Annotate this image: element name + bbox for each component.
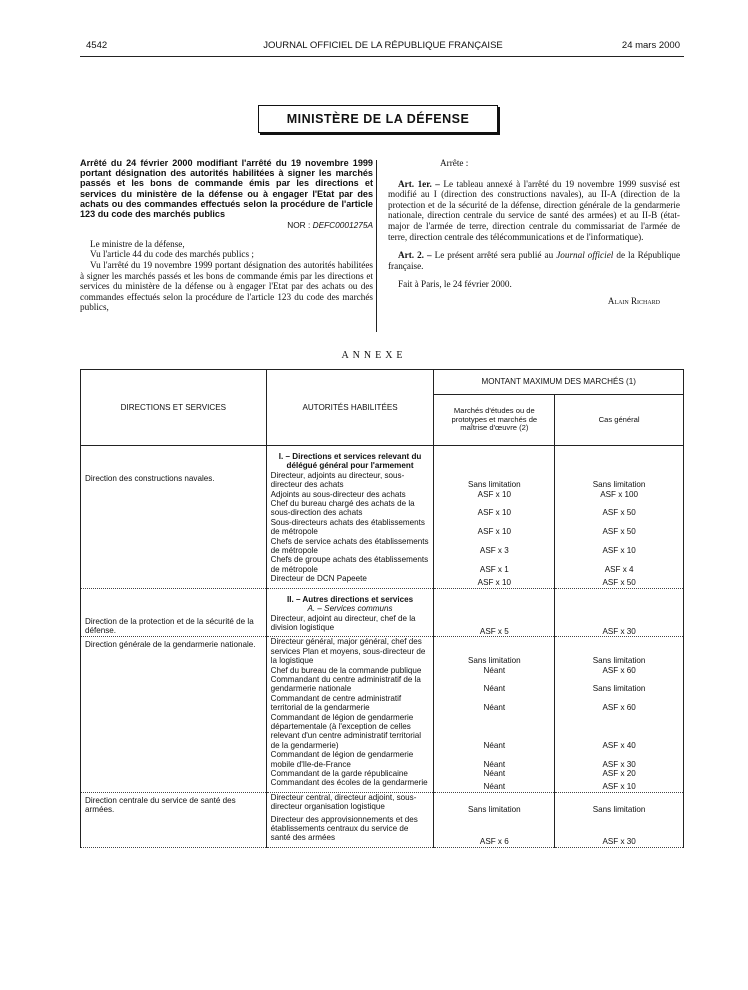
visa-2: Vu l'arrêté du 19 novembre 1999 portant désignation des autorités habilitées à signer les marchés passés et les bons de commande émis par les directions et services du ministère de la défense ou à engager l'Etat par des achats ou des commandes effectués selon la procédure de l'article 123 du code des marchés publics,	[80, 260, 373, 313]
header-rule	[80, 56, 684, 57]
table-row	[81, 769, 684, 778]
table-section-row	[81, 588, 684, 613]
authority-cell: Directeur, adjoint au directeur, chef de la division logistique	[266, 614, 434, 637]
annexe-table	[80, 369, 684, 848]
section-title-cell	[266, 446, 434, 471]
direction-cell: Direction centrale du service de santé des armées.	[81, 792, 267, 814]
table-row	[81, 713, 684, 751]
col-header-autorites: AUTORITÉS HABILITÉES	[266, 370, 434, 446]
general-value: ASF x 10	[555, 778, 684, 792]
direction-cell	[81, 694, 267, 713]
direction-cell	[81, 713, 267, 751]
nor-label: NOR :	[287, 220, 311, 231]
authority-cell: Chef du bureau de la commande publique	[266, 666, 434, 675]
section-etudes-cell	[434, 446, 555, 471]
nor-reference	[80, 220, 373, 231]
ministry-title: MINISTÈRE DE LA DÉFENSE	[258, 105, 498, 133]
authority-cell: Directeur de DCN Papeete	[266, 574, 434, 588]
general-value: ASF x 10	[555, 537, 684, 556]
authority-cell: Commandant des écoles de la gendarmerie	[266, 778, 434, 792]
authority-cell: Commandant de légion de gendarmerie mobile d'Ile-de-France	[266, 750, 434, 769]
authority-cell: Chefs de groupe achats des établissements de métropole	[266, 555, 434, 574]
authority-cell: Directeur général, major général, chef des services Plan et moyens, sous-directeur de la logistique	[266, 637, 434, 666]
table-row	[81, 815, 684, 848]
direction-cell	[81, 666, 267, 675]
general-value: ASF x 4	[555, 555, 684, 574]
general-value: ASF x 20	[555, 769, 684, 778]
general-value: ASF x 30	[555, 815, 684, 848]
general-value: ASF x 60	[555, 694, 684, 713]
etudes-value: Néant	[434, 778, 555, 792]
table-row	[81, 518, 684, 537]
table-row	[81, 694, 684, 713]
article-2-text-b: de la République française.	[388, 250, 681, 271]
decree-title: Arrêté du 24 février 2000 modifiant l'arrêté du 19 novembre 1999 portant désignation des autorités habilitées à signer les marchés passés et les bons de commande émis par les directions et services du ministère de la défense ou à engager l'Etat par des achats ou des commandes effectués selon la procédure de l'article 123 du code des marchés publics	[80, 158, 373, 220]
section-etudes-cell	[434, 588, 555, 613]
authority-cell: Commandant de centre administratif territorial de la gendarmerie	[266, 694, 434, 713]
left-column	[80, 158, 373, 313]
direction-cell	[81, 778, 267, 792]
section-direction-cell	[81, 588, 267, 613]
direction-cell	[81, 490, 267, 499]
general-value: ASF x 100	[555, 490, 684, 499]
general-value: ASF x 30	[555, 750, 684, 769]
section-title-cell	[266, 588, 434, 613]
col-header-montant: MONTANT MAXIMUM DES MARCHÉS (1)	[434, 370, 684, 395]
etudes-value: Sans limitation	[434, 792, 555, 814]
general-value: Sans limitation	[555, 792, 684, 814]
section-general-cell	[555, 446, 684, 471]
direction-cell	[81, 537, 267, 556]
direction-cell: Direction de la protection et de la sécurité de la défense.	[81, 614, 267, 637]
article-1-label: Art. 1er. –	[398, 178, 440, 189]
authority-cell: Commandant du centre administratif de la gendarmerie nationale	[266, 675, 434, 694]
article-1	[388, 179, 680, 243]
nor-code: DEFC0001275A	[312, 220, 373, 231]
general-value: ASF x 50	[555, 518, 684, 537]
article-2-text-a: Le présent arrêté sera publié au	[434, 250, 554, 261]
authority-cell: Chefs de service achats des établissements de métropole	[266, 537, 434, 556]
section-direction-cell	[81, 446, 267, 471]
article-2-label: Art. 2. –	[398, 250, 432, 261]
page-number: 4542	[86, 40, 108, 51]
direction-cell	[81, 555, 267, 574]
table-row	[81, 499, 684, 518]
direction-cell	[81, 769, 267, 778]
done-at: Fait à Paris, le 24 février 2000.	[398, 279, 512, 290]
etudes-value: ASF x 1	[434, 555, 555, 574]
authority-cell: Directeur des approvisionnements et des établissements centraux du service de santé des armées	[266, 815, 434, 848]
direction-cell	[81, 574, 267, 588]
table-row	[81, 537, 684, 556]
issue-date: 24 mars 2000	[621, 40, 680, 51]
table-row	[81, 778, 684, 792]
page-header	[86, 40, 680, 54]
table-row	[81, 555, 684, 574]
etudes-value: ASF x 10	[434, 574, 555, 588]
section-title-ii: II. – Autres directions et services	[286, 594, 414, 604]
etudes-value: ASF x 6	[434, 815, 555, 848]
table-row	[81, 792, 684, 814]
table-row	[81, 750, 684, 769]
etudes-value: Sans limitation	[434, 471, 555, 490]
authority-cell: Commandant de légion de gendarmerie départementale (à l'exception de celles relevant d'un centre administratif territorial de la gendarmerie)	[266, 713, 434, 751]
direction-cell: Direction générale de la gendarmerie nationale.	[81, 637, 267, 666]
article-2-journal: Journal officiel	[556, 250, 614, 261]
direction-cell	[81, 675, 267, 694]
etudes-value: ASF x 3	[434, 537, 555, 556]
general-value: Sans limitation	[555, 675, 684, 694]
table-row	[81, 637, 684, 666]
table-body	[81, 446, 684, 848]
section-title-i: I. – Directions et services relevant du délégué général pour l'armement	[278, 452, 422, 471]
table-row	[81, 471, 684, 490]
etudes-value: Néant	[434, 769, 555, 778]
etudes-value: ASF x 5	[434, 614, 555, 637]
direction-cell	[81, 815, 267, 848]
arrete-heading: Arrête :	[440, 158, 469, 168]
general-value: Sans limitation	[555, 471, 684, 490]
general-value: ASF x 40	[555, 713, 684, 751]
etudes-value: ASF x 10	[434, 499, 555, 518]
etudes-value: ASF x 10	[434, 490, 555, 499]
table-row	[81, 675, 684, 694]
general-value: ASF x 50	[555, 574, 684, 588]
table-row	[81, 490, 684, 499]
table-row	[81, 614, 684, 637]
authority-cell: Sous-directeurs achats des établissements de métropole	[266, 518, 434, 537]
general-value: ASF x 30	[555, 614, 684, 637]
authority-cell: Directeur central, directeur adjoint, sous-directeur organisation logistique	[266, 792, 434, 814]
authority-cell: Chef du bureau chargé des achats de la sous-direction des achats	[266, 499, 434, 518]
table-row	[81, 666, 684, 675]
signature: Alain Richard	[607, 295, 660, 306]
etudes-value: Néant	[434, 694, 555, 713]
direction-cell	[81, 499, 267, 518]
authority-cell: Directeur, adjoints au directeur, sous-directeur des achats	[266, 471, 434, 490]
etudes-value: Néant	[434, 713, 555, 751]
table-section-row	[81, 446, 684, 471]
journal-title: JOURNAL OFFICIEL DE LA RÉPUBLIQUE FRANÇAISE	[263, 40, 503, 51]
etudes-value: Sans limitation	[434, 637, 555, 666]
section-general-cell	[555, 588, 684, 613]
authority-cell: Commandant de la garde républicaine	[266, 769, 434, 778]
general-value: ASF x 50	[555, 499, 684, 518]
right-column	[388, 158, 680, 307]
etudes-value: Néant	[434, 666, 555, 675]
annexe-title: ANNEXE	[341, 350, 407, 361]
etudes-value: Néant	[434, 675, 555, 694]
column-separator	[376, 160, 377, 332]
authority-cell: Adjoints au sous-directeur des achats	[266, 490, 434, 499]
col-header-etudes: Marchés d'études ou de prototypes et marchés de maîtrise d'œuvre (2)	[434, 395, 555, 446]
article-2	[388, 250, 680, 271]
etudes-value: ASF x 10	[434, 518, 555, 537]
general-value: ASF x 60	[555, 666, 684, 675]
visa-1: Vu l'article 44 du code des marchés publics ;	[90, 249, 254, 260]
col-header-directions: DIRECTIONS ET SERVICES	[81, 370, 267, 446]
direction-cell: Direction des constructions navales.	[81, 471, 267, 490]
direction-cell	[81, 750, 267, 769]
col-header-general: Cas général	[555, 395, 684, 446]
minister-line: Le ministre de la défense,	[90, 238, 185, 249]
section-subtitle-a: A. – Services communs	[307, 604, 393, 614]
etudes-value: Néant	[434, 750, 555, 769]
general-value: Sans limitation	[555, 637, 684, 666]
table-row	[81, 574, 684, 588]
article-1-text: Le tableau annexé à l'arrêté du 19 novembre 1999 susvisé est modifié au I (direction des constructions navales), au II-A (direction de la protection et de la sécurité de la défense, direction générale de la gendarmerie nationale, direction centrale du service de santé des armées) et au II-B (état-major de l'armée de terre, direction centrale du commissariat de l'armée de terre, direction centrale des télécommunications et de l'informatique).	[388, 178, 680, 242]
direction-cell	[81, 518, 267, 537]
